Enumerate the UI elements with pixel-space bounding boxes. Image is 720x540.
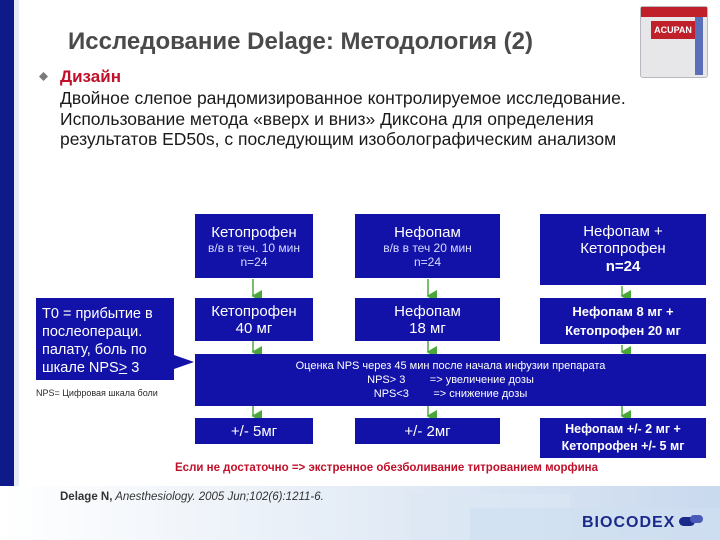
citation: Delage N, Anesthesiology. 2005 Jun;102(6):1211-6.: [60, 491, 324, 503]
product-package-image: ACUPAN: [640, 6, 708, 78]
t0-connector-arrow: [174, 355, 194, 369]
biocodex-logo-icon: [678, 514, 704, 528]
biocodex-logo: BIOCODEX: [582, 514, 676, 531]
nefopam-adjustment-box: +/- 2мг: [355, 418, 500, 444]
nps-footnote: NPS= Цифровая шкала боли: [36, 388, 158, 398]
ketoprofen-dose-box: Кетопрофен 40 мг: [195, 298, 313, 341]
slide-title: Исследование Delage: Методология (2): [68, 28, 533, 55]
design-description: Двойное слепое рандомизированное контролируемое исследование. Использование метода «вверх и вниз» Диксона для определения результатов ED50s, с последующим изоболографическим анализом: [60, 88, 626, 149]
t0-definition-box: T0 = прибытие в послеопераци. палату, боль по шкале NPS> 3: [36, 298, 174, 380]
ketoprofen-group-box: Кетопрофен в/в в теч. 10 мин n=24: [195, 214, 313, 278]
design-heading: Дизайн: [60, 67, 121, 86]
nps-assessment-box: Оценка NPS через 45 мин после начала инфузии препарата NPS> 3 => увеличение дозы NPS<3 => снижение дозы: [195, 354, 706, 406]
nefopam-dose-box: Нефопам 18 мг: [355, 298, 500, 341]
ketoprofen-adjustment-box: +/- 5мг: [195, 418, 313, 444]
combination-dose-box: Нефопам 8 мг + Кетопрофен 20 мг: [540, 298, 706, 344]
combination-adjustment-box: Нефопам +/- 2 мг + Кетопрофен +/- 5 мг: [540, 418, 706, 458]
rescue-analgesia-warning: Если не достаточно => экстренное обезболивание титрованием морфина: [175, 462, 598, 474]
nefopam-group-box: Нефопам в/в в теч 20 мин n=24: [355, 214, 500, 278]
combination-group-box: Нефопам + Кетопрофен n=24: [540, 214, 706, 285]
